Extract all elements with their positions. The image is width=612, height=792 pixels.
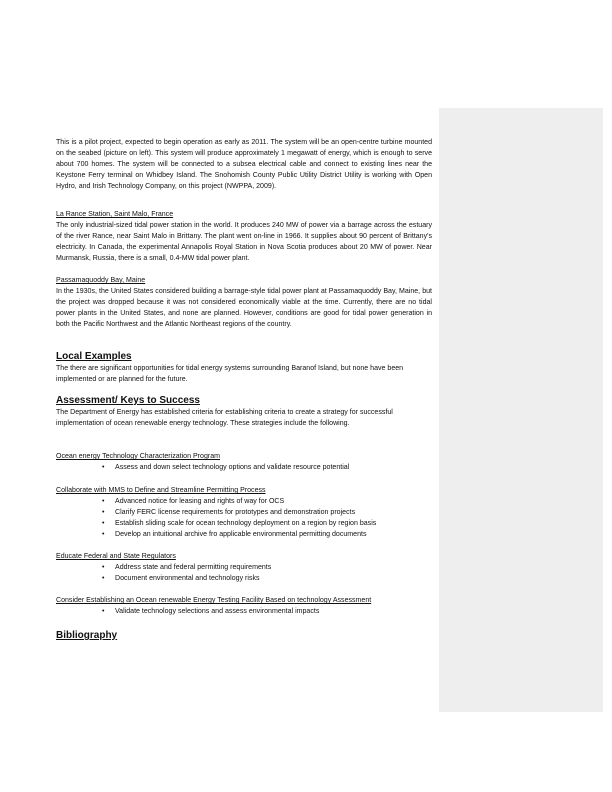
strategy-group-title: Educate Federal and State Regulators: [56, 553, 176, 560]
bullet-item: • Address state and federal permitting requirements: [56, 562, 432, 573]
strategy-group-ocean-energy: [56, 451, 432, 473]
bullet-item: • Document environmental and technology risks: [56, 573, 432, 584]
passamaquoddy-heading: Passamaquoddy Bay, Maine: [56, 277, 146, 284]
assessment-paragraph: The Department of Energy has established criteria for establishing criteria to create a strategy for successful implementation of ocean renewable energy technology. These strategies include the following.: [56, 409, 393, 427]
bullet-item: • Establish sliding scale for ocean technology deployment on a region by region basis: [56, 518, 432, 529]
strategy-group-title: Collaborate with MMS to Define and Streamline Permitting Process: [56, 487, 266, 494]
bullet-item: • Assess and down select technology options and validate resource potential: [56, 462, 432, 473]
strategy-group-collaborate-mms: [56, 485, 432, 540]
passamaquoddy-paragraph: In the 1930s, the United States considered building a barrage-style tidal power plant at Passamaquoddy Bay, Maine, but the project was dropped because it was not considered economically viable at the time. Currently, there are no tidal power plants in the United States, and none are planned. However, conditions are good for tidal power generation in both the Pacific Northwest and the Atlantic Northeast regions of the country.: [56, 288, 432, 328]
comment-pane: [439, 108, 603, 712]
strategy-group-testing-facility: [56, 595, 432, 617]
bullet-item: • Develop an intuitional archive fro applicable environmental permitting documents: [56, 529, 432, 540]
strategy-group-title: Ocean energy Technology Characterization Program: [56, 453, 220, 460]
la-rance-paragraph: The only industrial-sized tidal power station in the world. It produces 240 MW of power via a barrage across the estuary of the river Rance, near Saint Malo in Brittany. The plant went on-line in 1966. It supplies about 90 percent of Brittany's electricity. In Canada, the experimental Annapolis Royal Station in Nova Scotia produces about 20 MW of power. Near Murmansk, Russia, there is a small, 0.4-MW tidal power plant.: [56, 222, 432, 262]
local-examples-heading: Local Examples: [56, 351, 132, 362]
bullet-item: • Clarify FERC license requirements for prototypes and demonstration projects: [56, 507, 432, 518]
assessment-heading: Assessment/ Keys to Success: [56, 395, 200, 406]
bullet-item: • Advanced notice for leasing and rights of way for OCS: [56, 496, 432, 507]
strategy-group-educate-regulators: [56, 551, 432, 584]
bibliography-heading: Bibliography: [56, 630, 118, 641]
bullet-item: • Validate technology selections and assess environmental impacts: [56, 606, 432, 617]
strategy-group-title: Consider Establishing an Ocean renewable Energy Testing Facility Based on technology Assessment: [56, 597, 372, 604]
local-examples-paragraph: The there are significant opportunities for tidal energy systems surrounding Baranof Island, but none have been implemented or are planned for the future.: [56, 365, 404, 383]
pilot-paragraph: This is a pilot project, expected to begin operation as early as 2011. The system will be an open-centre turbine mounted on the seabed (picture on left). This system will produce approximately 1 megawatt of energy, which is enough to serve about 700 homes. The system will be connected to a subsea electrical cable and connect to existing lines near the Keystone Ferry terminal on Whidbey Island. The Snohomish County Public Utility District Utility is working with Open Hydro, and Irish Technology Company, on this project (NWPPA, 2009).: [56, 139, 432, 190]
la-rance-heading: La Rance Station, Saint Malo, France: [56, 211, 174, 218]
